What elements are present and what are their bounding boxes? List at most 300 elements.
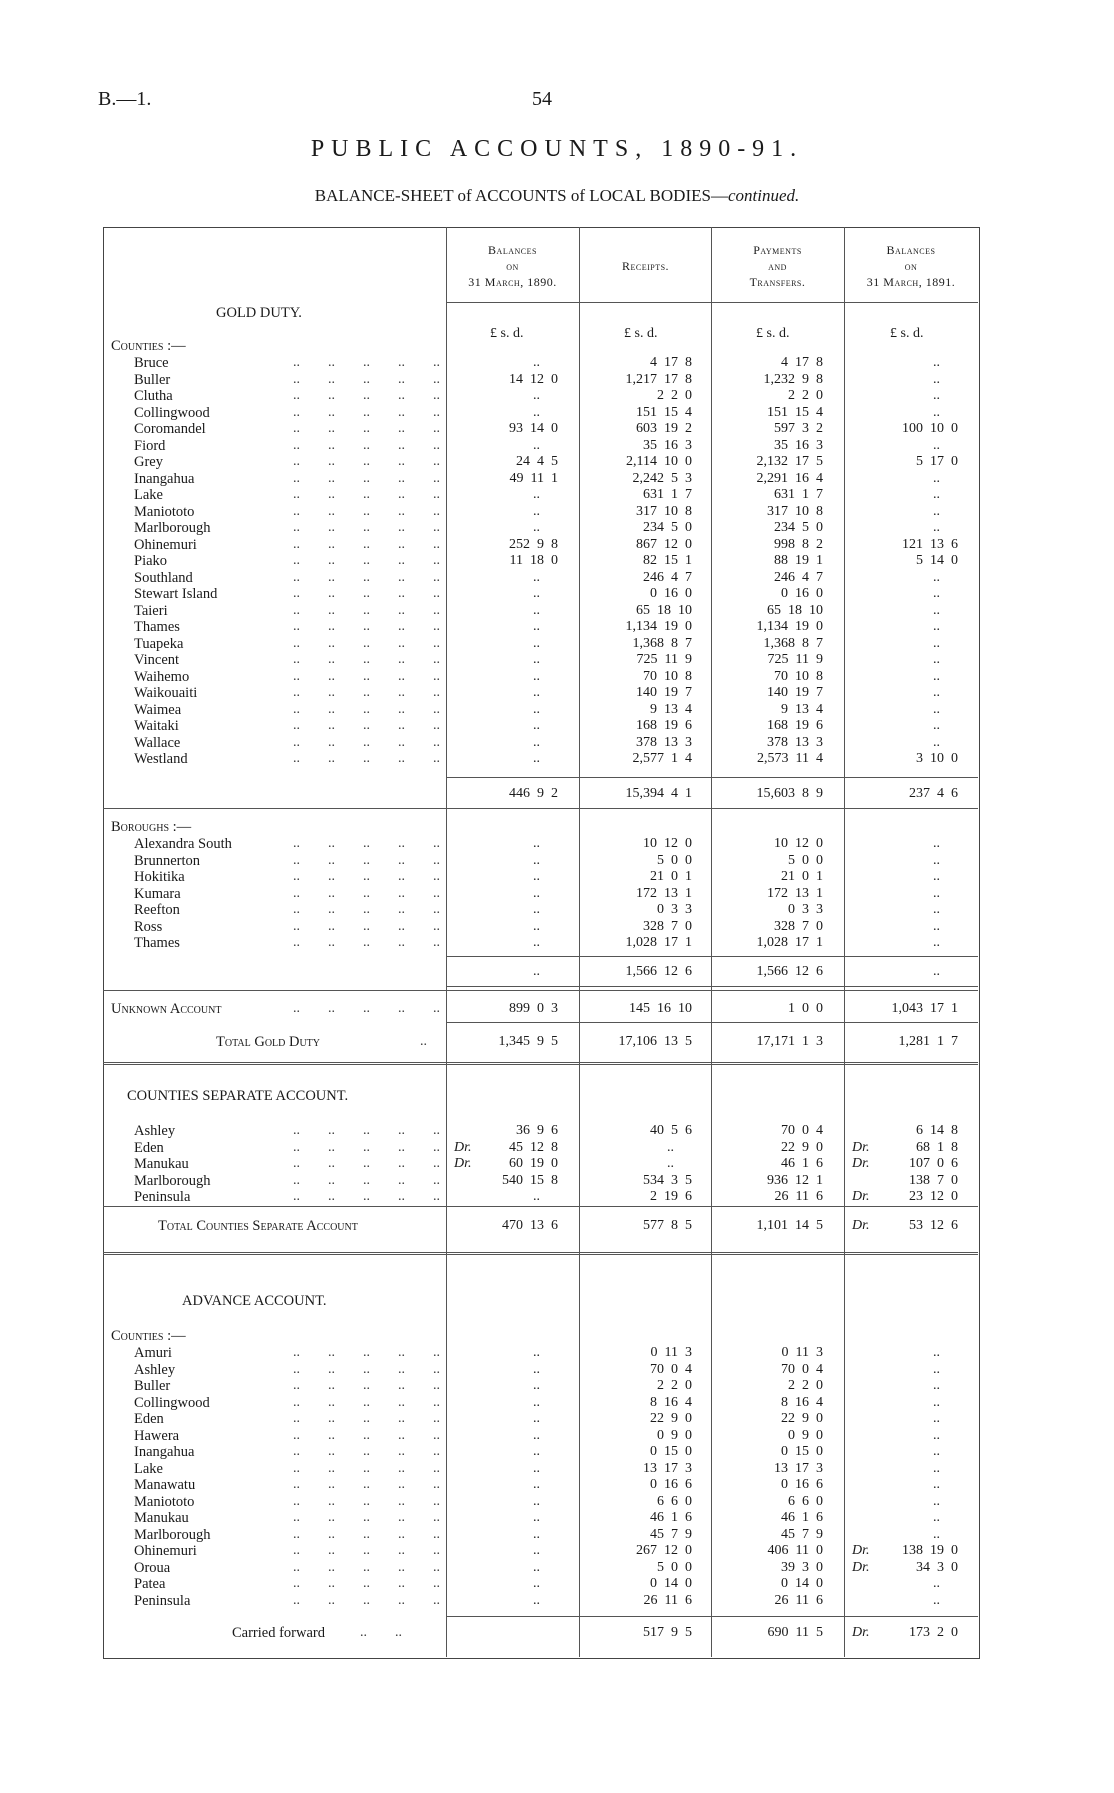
cell-b91: .. [933, 437, 940, 453]
cell-rec: 2 2 0 [657, 1378, 692, 1393]
cell-pay: 246 4 7 [774, 569, 823, 585]
cell-rec: 0 15 0 [650, 1444, 692, 1459]
leader-dots: .. .. .. .. .. [293, 619, 440, 634]
total-separate-label: Total Counties Separate Account [158, 1218, 358, 1234]
row-label: Stewart Island [134, 586, 218, 602]
row-label: Peninsula [134, 1592, 191, 1609]
cell-pay: 631 1 7 [774, 487, 823, 502]
leader-dots: .. .. .. .. .. [293, 470, 440, 486]
row-label: Peninsula [134, 1189, 191, 1205]
cell-pay: 5 0 0 [788, 852, 823, 868]
row-label: Southland [134, 569, 193, 586]
cell-rec: 13 17 3 [643, 1460, 692, 1476]
cell-b91: .. [933, 668, 940, 684]
cell-b91: .. [933, 586, 940, 601]
cell-rec: 2 2 0 [657, 388, 692, 403]
cell-b90: .. [533, 1510, 540, 1525]
cell-rec: 26 11 6 [643, 1592, 692, 1608]
section-title: GOLD DUTY. [216, 305, 302, 321]
leader-dots: .. [420, 1034, 427, 1049]
cell-b91: .. [933, 404, 940, 420]
cell-pay: 46 1 6 [781, 1156, 823, 1171]
row-label: Collingwood [134, 404, 210, 421]
cell-b91: .. [933, 619, 940, 634]
cell-pay: 2,291 16 4 [756, 470, 823, 486]
debit-amount: 138 19 0 [902, 1543, 958, 1558]
leader-dots: .. .. .. .. .. [293, 1427, 440, 1443]
cell-pay: 6 6 0 [788, 1493, 823, 1509]
debit-amount: 53 12 6 [909, 1218, 958, 1233]
cell-rec: 2,242 5 3 [632, 470, 692, 486]
leader-dots: .. .. .. .. .. [293, 1378, 440, 1393]
cell-rec: 70 10 8 [643, 668, 692, 684]
leader-dots: .. .. .. .. .. [293, 1477, 440, 1492]
row-label: Piako [134, 553, 168, 569]
page-number: 54 [532, 88, 552, 110]
cell-pay: 317 10 8 [767, 503, 823, 519]
cell-pay: 9 13 4 [781, 701, 823, 717]
leader-dots: .. .. .. .. .. [293, 1172, 440, 1188]
cell-pay: 8 16 4 [781, 1394, 823, 1410]
cell-b90: .. [533, 869, 540, 884]
row-label: Grey [134, 454, 163, 470]
cell-b90: 252 9 8 [509, 536, 558, 552]
column-rule [579, 227, 580, 1657]
rule [446, 986, 978, 987]
cell-pay: 26 11 6 [774, 1592, 823, 1608]
row-label: Thames [134, 935, 180, 951]
cell-pay: 168 19 6 [767, 718, 823, 733]
row-label: Brunnerton [134, 852, 201, 869]
cell-b91: .. [933, 635, 940, 651]
leader-dots: .. .. .. .. .. [293, 718, 440, 733]
cell-b90: 49 11 1 [509, 470, 558, 486]
cell-b90: .. [533, 487, 540, 502]
debit-marker: Dr. [454, 1139, 472, 1155]
cell-b90: .. [533, 520, 540, 535]
cell-pay: 2,573 11 4 [757, 751, 823, 766]
cell-b90: .. [533, 1427, 540, 1443]
leader-dots: .. .. .. .. .. [293, 1345, 440, 1360]
cell-rec: 517 9 5 [643, 1625, 692, 1640]
cell-b90: .. [533, 902, 540, 917]
cell-b91: .. [933, 503, 940, 519]
cell-pay: 65 18 10 [767, 602, 823, 618]
leader-dots: .. .. .. .. .. [293, 1394, 440, 1410]
leader-dots: .. .. .. .. .. [293, 935, 440, 950]
cell-rec: 317 10 8 [636, 503, 692, 519]
row-label: Inangahua [134, 1444, 195, 1460]
cell-pay: 17,171 1 3 [756, 1034, 823, 1049]
leader-dots: .. .. .. .. .. [293, 421, 440, 436]
cell-b91: .. [933, 1526, 940, 1542]
cell-pay: 1 0 0 [788, 1001, 823, 1016]
cell-b91: .. [933, 1444, 940, 1459]
cell-pay: 13 17 3 [774, 1460, 823, 1476]
row-label: Alexandra South [134, 836, 232, 852]
row-label: Wallace [134, 734, 181, 751]
cell-b91: .. [933, 1576, 940, 1591]
cell-rec: 1,028 17 1 [625, 935, 692, 950]
cell-b90: .. [533, 964, 540, 979]
cell-rec: 1,134 19 0 [625, 619, 692, 634]
cell-b90: .. [533, 668, 540, 684]
cell-b91: .. [933, 1394, 940, 1410]
cell-pay: 2,132 17 5 [756, 454, 823, 469]
debit-amount: 23 12 0 [909, 1189, 958, 1204]
row-label: Waimea [134, 701, 182, 718]
cell-b90: .. [533, 734, 540, 750]
leader-dots: .. .. [360, 1625, 402, 1640]
cell-pay: 46 1 6 [781, 1510, 823, 1525]
row-label: Eden [134, 1139, 164, 1156]
debit-marker: Dr. [852, 1218, 870, 1233]
header-balances-1890: Balances on 31 March, 1890. [468, 243, 557, 289]
leader-dots: .. .. .. .. .. [293, 503, 440, 519]
cell-rec: 6 6 0 [657, 1493, 692, 1509]
leader-dots: .. .. .. .. .. [293, 1189, 440, 1204]
cell-b91: 6 14 8 [916, 1123, 958, 1138]
cell-b91: .. [933, 869, 940, 884]
cell-pay: 70 10 8 [774, 668, 823, 684]
cell-b90: .. [533, 852, 540, 868]
cell-rec: 577 8 5 [643, 1218, 692, 1233]
cell-rec: .. [667, 1139, 674, 1155]
cell-rec: 65 18 10 [636, 602, 692, 618]
cell-b90: .. [533, 1526, 540, 1542]
cell-rec: 40 5 6 [650, 1123, 692, 1138]
row-label: Taieri [134, 602, 168, 619]
column-rule [446, 227, 447, 1657]
cell-rec: 725 11 9 [636, 652, 692, 667]
cell-b91: .. [933, 734, 940, 750]
leader-dots: .. .. .. .. .. [293, 668, 440, 684]
cell-pay: 88 19 1 [774, 553, 823, 568]
cell-b90: .. [533, 1592, 540, 1608]
cell-b91: .. [933, 902, 940, 917]
debit-marker: Dr. [852, 1543, 870, 1558]
cell-rec: 4 17 8 [650, 355, 692, 370]
cell-b91: .. [933, 371, 940, 387]
leader-dots: .. .. .. .. .. [293, 602, 440, 618]
cell-pay: 998 8 2 [774, 536, 823, 552]
cell-b91: .. [933, 964, 940, 979]
leader-dots: .. .. .. .. .. [293, 569, 440, 585]
cell-pay: 26 11 6 [774, 1189, 823, 1204]
row-label: Oroua [134, 1559, 171, 1576]
cell-pay: 406 11 0 [767, 1543, 823, 1558]
leader-dots: .. .. .. .. .. [293, 553, 440, 568]
cell-pay: 172 13 1 [767, 885, 823, 901]
cell-b90: .. [533, 437, 540, 453]
leader-dots: .. .. .. .. .. [293, 852, 440, 868]
debit-amount: 60 19 0 [509, 1156, 558, 1171]
leader-dots: .. .. .. .. .. [293, 902, 440, 917]
cell-rec: 267 12 0 [636, 1543, 692, 1558]
cell-rec: 867 12 0 [636, 536, 692, 552]
row-label: Hawera [134, 1427, 180, 1444]
cell-pay: 725 11 9 [767, 652, 823, 667]
rule [103, 808, 978, 809]
cell-rec: 0 16 0 [650, 586, 692, 601]
cell-pay: 1,232 9 8 [763, 371, 823, 387]
cell-rec: 631 1 7 [643, 487, 692, 502]
rule [103, 1206, 978, 1207]
row-label: Maniototo [134, 503, 195, 520]
cell-b91: .. [933, 1427, 940, 1443]
cell-b90: .. [533, 619, 540, 634]
leader-dots: .. .. .. .. .. [293, 1559, 440, 1575]
subtitle-main: BALANCE-SHEET of ACCOUNTS of LOCAL BODIES— [314, 186, 728, 205]
cell-b90: .. [533, 1444, 540, 1459]
cell-rec: 172 13 1 [636, 885, 692, 901]
cell-pay: 15,603 8 9 [756, 786, 823, 801]
cell-b90: .. [533, 1493, 540, 1509]
header-payments: Payments and Transfers. [749, 243, 806, 289]
cell-pay: 2 2 0 [788, 1378, 823, 1393]
cell-b90: .. [533, 388, 540, 403]
debit-amount: 45 12 8 [509, 1139, 558, 1155]
leader-dots: .. .. .. .. .. [293, 1526, 440, 1542]
cell-rec: 22 9 0 [650, 1411, 692, 1426]
cell-b90: .. [533, 1345, 540, 1360]
cell-rec: 70 0 4 [650, 1361, 692, 1377]
group-label: Boroughs :— [111, 819, 192, 835]
row-label: Ohinemuri [134, 536, 197, 553]
cell-rec: 10 12 0 [643, 836, 692, 851]
row-label: Eden [134, 1411, 164, 1427]
cell-b90: .. [533, 355, 540, 370]
leader-dots: .. .. .. .. .. [293, 1139, 440, 1155]
cell-b91: 5 17 0 [916, 454, 958, 469]
row-label: Collingwood [134, 1394, 210, 1411]
cell-rec: .. [667, 1156, 674, 1171]
cell-rec: 8 16 4 [650, 1394, 692, 1410]
cell-rec: 168 19 6 [636, 718, 692, 733]
rule [446, 956, 978, 957]
cell-rec: 15,394 4 1 [625, 786, 692, 801]
cell-b90: 1,345 9 5 [498, 1034, 558, 1049]
row-label: Ross [134, 918, 163, 935]
cell-pay: 597 3 2 [774, 421, 823, 436]
leader-dots: .. .. .. .. .. [293, 404, 440, 420]
carried-forward-label: Carried forward [232, 1625, 325, 1641]
row-label: Buller [134, 1378, 171, 1394]
cell-b91: 5 14 0 [916, 553, 958, 568]
cell-pay: 22 9 0 [781, 1139, 823, 1155]
cell-pay: 21 0 1 [781, 869, 823, 884]
cell-b90: .. [533, 1576, 540, 1591]
cell-pay: 4 17 8 [781, 355, 823, 370]
report-reference: B.—1. [98, 88, 152, 110]
cell-rec: 234 5 0 [643, 520, 692, 535]
row-label: Ohinemuri [134, 1543, 197, 1559]
leader-dots: .. .. .. .. .. [293, 836, 440, 851]
section-title: COUNTIES SEPARATE ACCOUNT. [127, 1088, 349, 1104]
cell-b91: .. [933, 1411, 940, 1426]
header-rule [446, 302, 978, 303]
leader-dots: .. .. .. .. .. [293, 520, 440, 535]
cell-b91: .. [933, 685, 940, 700]
cell-pay: 2 2 0 [788, 388, 823, 403]
row-label: Waihemo [134, 668, 190, 685]
cell-b91: .. [933, 935, 940, 950]
row-label: Manukau [134, 1510, 189, 1526]
cell-b90: .. [533, 1394, 540, 1410]
cell-pay: 378 13 3 [767, 734, 823, 750]
row-label: Manukau [134, 1156, 189, 1172]
cell-b91: 1,043 17 1 [891, 1001, 958, 1016]
cell-pay: 0 9 0 [788, 1427, 823, 1443]
cell-pay: 70 0 4 [781, 1123, 823, 1138]
leader-dots: .. .. .. .. .. [293, 1411, 440, 1426]
cell-b90: 36 9 6 [516, 1123, 558, 1138]
cell-b90: .. [533, 1411, 540, 1426]
debit-marker: Dr. [852, 1139, 870, 1155]
cell-rec: 246 4 7 [643, 569, 692, 585]
row-label: Waitaki [134, 718, 179, 734]
row-label: Inangahua [134, 470, 195, 487]
debit-marker: Dr. [852, 1189, 870, 1204]
cell-b90: .. [533, 652, 540, 667]
row-label: Buller [134, 371, 171, 388]
row-label: Lake [134, 487, 163, 503]
row-label: Hokitika [134, 869, 185, 885]
rule [103, 1252, 978, 1255]
row-label: Westland [134, 751, 188, 767]
cell-b91: .. [933, 1460, 940, 1476]
cell-b91: .. [933, 1378, 940, 1393]
cell-rec: 603 19 2 [636, 421, 692, 436]
cell-b90: 540 15 8 [502, 1172, 558, 1188]
cell-b90: .. [533, 836, 540, 851]
row-label: Marlborough [134, 520, 211, 536]
rule [446, 1022, 978, 1023]
cell-pay: 690 11 5 [767, 1625, 823, 1640]
leader-dots: .. .. .. .. .. [293, 869, 440, 884]
cell-b91: 100 10 0 [902, 421, 958, 436]
cell-pay: 45 7 9 [781, 1526, 823, 1542]
debit-marker: Dr. [852, 1559, 870, 1575]
column-rule [844, 227, 845, 1657]
cell-rec: 17,106 13 5 [618, 1034, 692, 1049]
cell-rec: 378 13 3 [636, 734, 692, 750]
cell-b90: .. [533, 701, 540, 717]
cell-pay: 1,101 14 5 [756, 1218, 823, 1233]
cell-pay: 22 9 0 [781, 1411, 823, 1426]
cell-rec: 534 3 5 [643, 1172, 692, 1188]
leader-dots: .. .. .. .. .. [293, 454, 440, 469]
debit-marker: Dr. [454, 1156, 472, 1171]
cell-b90: .. [533, 586, 540, 601]
leader-dots: .. .. .. .. .. [293, 885, 440, 901]
row-label: Reefton [134, 902, 180, 918]
header-balances-1891: Balances on 31 March, 1891. [866, 243, 956, 289]
cell-rec: 0 3 3 [657, 902, 692, 917]
row-label: Ashley [134, 1361, 176, 1378]
cell-b90: 11 18 0 [509, 553, 558, 568]
leader-dots: .. .. .. .. .. [293, 487, 440, 502]
leader-dots: .. .. .. .. .. [293, 734, 440, 750]
cell-pay: 0 16 0 [781, 586, 823, 601]
cell-rec: 0 9 0 [657, 1427, 692, 1443]
row-label: Kumara [134, 885, 181, 902]
cell-rec: 1,566 12 6 [625, 964, 692, 979]
cell-b90: .. [533, 1189, 540, 1204]
leader-dots: .. .. .. .. .. [293, 685, 440, 700]
leader-dots: .. .. .. .. .. [293, 1493, 440, 1509]
row-label: Waikouaiti [134, 685, 198, 701]
row-label: Manawatu [134, 1477, 196, 1493]
cell-pay: 1,566 12 6 [756, 964, 823, 979]
row-label: Marlborough [134, 1526, 211, 1543]
cell-b91: 1,281 1 7 [898, 1034, 958, 1049]
leader-dots: .. .. .. .. .. [293, 371, 440, 387]
cell-b90: 446 9 2 [509, 786, 558, 801]
debit-marker: Dr. [852, 1156, 870, 1171]
cell-b91: .. [933, 1361, 940, 1377]
cell-rec: 21 0 1 [650, 869, 692, 884]
leader-dots: .. .. .. .. .. [293, 1460, 440, 1476]
cell-b91: .. [933, 918, 940, 934]
cell-rec: 82 15 1 [643, 553, 692, 568]
cell-b91: 237 4 6 [909, 786, 958, 801]
cell-b90: 899 0 3 [509, 1001, 558, 1016]
debit-marker: Dr. [852, 1625, 870, 1640]
cell-b90: .. [533, 685, 540, 700]
leader-dots: .. .. .. .. .. [293, 701, 440, 717]
cell-pay: 936 12 1 [767, 1172, 823, 1188]
row-label: Amuri [134, 1345, 172, 1361]
rule [446, 1616, 978, 1617]
cell-rec: 46 1 6 [650, 1510, 692, 1525]
cell-b90: 93 14 0 [509, 421, 558, 436]
cell-b90: .. [533, 885, 540, 901]
leader-dots: .. .. .. .. .. [293, 1510, 440, 1525]
cell-b91: .. [933, 718, 940, 733]
cell-b90: .. [533, 1543, 540, 1558]
leader-dots: .. .. .. .. .. [293, 1361, 440, 1377]
cell-rec: 140 19 7 [636, 685, 692, 700]
cell-b90: .. [533, 404, 540, 420]
row-label: Lake [134, 1460, 163, 1477]
page-subtitle [0, 186, 1114, 206]
cell-b90: .. [533, 751, 540, 766]
cell-pay: 1,368 8 7 [763, 635, 823, 651]
cell-b91: .. [933, 1510, 940, 1525]
cell-b91: .. [933, 1592, 940, 1608]
cell-rec: 1,368 8 7 [632, 635, 692, 651]
cell-b91: 3 10 0 [916, 751, 958, 766]
cell-b91: 138 7 0 [909, 1172, 958, 1188]
cell-b90: .. [533, 1460, 540, 1476]
debit-amount: 68 1 8 [916, 1139, 958, 1155]
rule [446, 777, 978, 778]
leader-dots: .. .. .. .. .. [293, 1001, 440, 1016]
cell-b90: .. [533, 935, 540, 950]
leader-dots: .. .. .. .. .. [293, 1123, 440, 1138]
cell-b90: .. [533, 602, 540, 618]
cell-rec: 0 16 6 [650, 1477, 692, 1492]
leader-dots: .. .. .. .. .. [293, 751, 440, 766]
cell-b90: .. [533, 1477, 540, 1492]
cell-b91: .. [933, 701, 940, 717]
cell-b91: .. [933, 1477, 940, 1492]
cell-rec: 45 7 9 [650, 1526, 692, 1542]
cell-b91: .. [933, 569, 940, 585]
cell-pay: 140 19 7 [767, 685, 823, 700]
row-label: Coromandel [134, 421, 206, 437]
